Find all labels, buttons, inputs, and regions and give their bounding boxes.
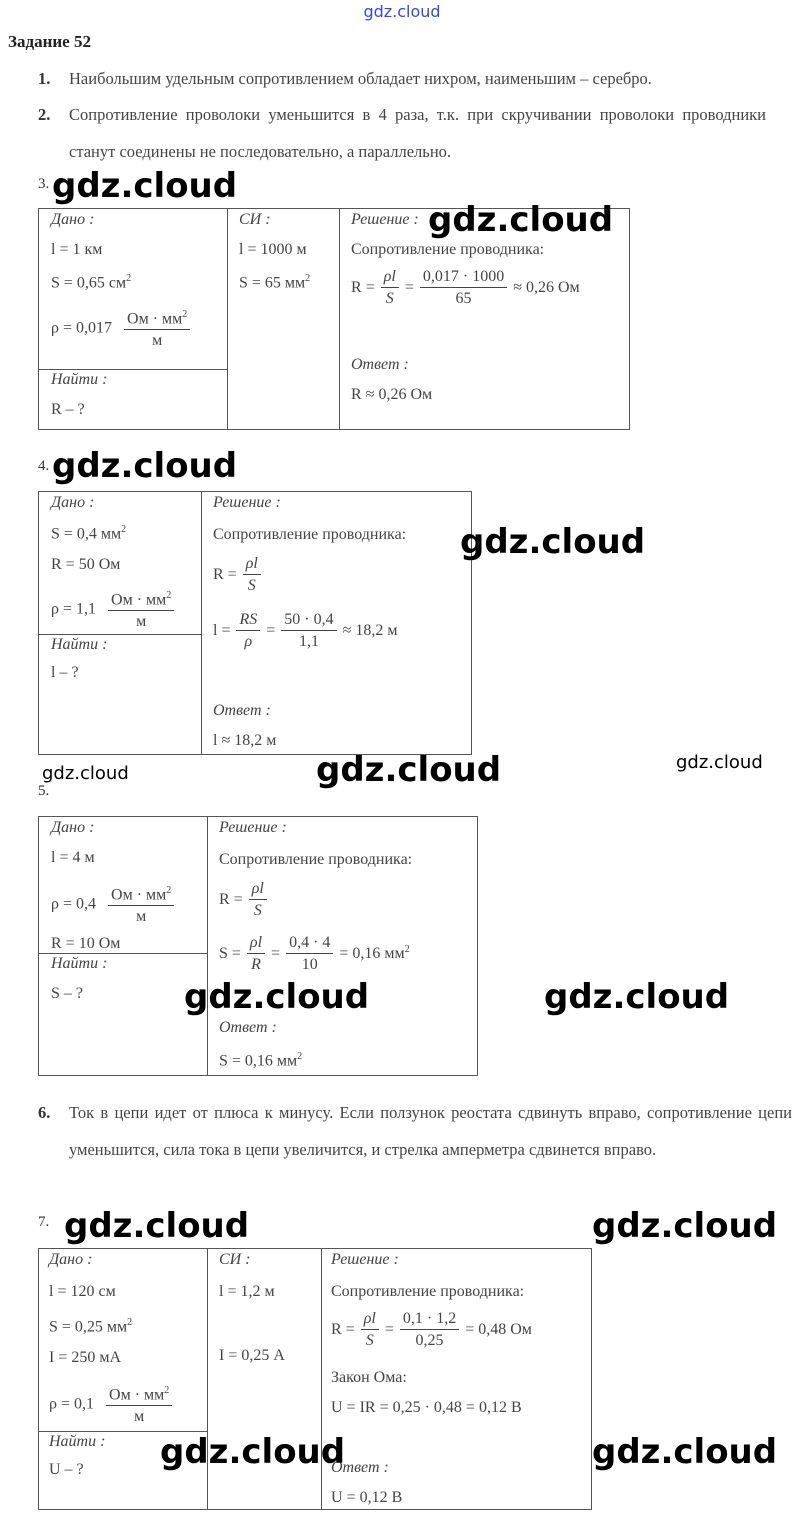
answer-value: l ≈ 18,2 м bbox=[213, 732, 277, 749]
given-resistance: R = 10 Ом bbox=[51, 935, 121, 952]
answer-label: Ответ : bbox=[213, 702, 271, 719]
given-resistivity: ρ = 0,4 $\frac{Ом \cdot мм^2}{м}$ bbox=[51, 881, 176, 928]
given-resistivity: ρ = 1,1 $\frac{Ом \cdot мм^2}{м}$ bbox=[51, 586, 176, 633]
given-current: I = 250 мА bbox=[49, 1349, 122, 1366]
si-label: СИ : bbox=[239, 211, 271, 228]
answer-2 bbox=[38, 96, 766, 170]
ohm-law-label: Закон Ома: bbox=[331, 1369, 407, 1386]
watermark: gdz.cloud bbox=[428, 200, 614, 240]
find-value: U – ? bbox=[49, 1461, 84, 1478]
given-label: Дано : bbox=[51, 819, 95, 836]
given-label: Дано : bbox=[51, 494, 95, 511]
si-current: I = 0,25 А bbox=[219, 1347, 285, 1364]
answer-1-number: 1. bbox=[38, 69, 51, 88]
watermark-small: gdz.cloud bbox=[42, 763, 129, 784]
watermark: gdz.cloud bbox=[592, 1432, 778, 1472]
answer-label: Ответ : bbox=[219, 1019, 277, 1036]
watermark: gdz.cloud bbox=[544, 977, 730, 1017]
solution-formula: R = $\frac{\rho l}{S}$ = $\frac{0,017 \cdot 1000}{65}$ ≈ 0,26 Ом bbox=[351, 268, 580, 307]
task-3-number: 3. bbox=[38, 176, 50, 192]
watermark: gdz.cloud bbox=[52, 166, 238, 206]
find-value: l – ? bbox=[51, 664, 79, 681]
answer-2-text: Сопротивление проволоки уменьшится в 4 раза, т.к. при скручивании проволоки проводники станут соединены не последовательно, а параллельно. bbox=[69, 105, 766, 161]
watermark: gdz.cloud bbox=[460, 522, 646, 562]
watermark: gdz.cloud bbox=[160, 1432, 346, 1472]
page-title: Задание 52 bbox=[8, 32, 91, 51]
si-length: l = 1,2 м bbox=[219, 1283, 275, 1300]
watermark: gdz.cloud bbox=[52, 446, 238, 486]
solution-label: Решение : bbox=[213, 494, 281, 511]
solution-text: Сопротивление проводника: bbox=[351, 241, 545, 258]
solution-label: Решение : bbox=[331, 1251, 399, 1268]
answer-value: S = 0,16 $мм^2$ bbox=[219, 1051, 303, 1070]
answer-value: U = 0,12 В bbox=[331, 1489, 403, 1506]
answer-label: Ответ : bbox=[351, 356, 409, 373]
watermark: gdz.cloud bbox=[64, 1206, 250, 1246]
task-4-table bbox=[38, 491, 472, 755]
given-resistivity: ρ = 0,017 $\frac{Ом \cdot мм^2}{м}$ bbox=[51, 305, 192, 352]
si-area: S = 65 $мм^2$ bbox=[239, 273, 311, 292]
given-area: S = 0,65 $см^2$ bbox=[51, 273, 132, 292]
answer-1-text: Наибольшим удельным сопротивлением обладает нихром, наименьшим – серебро. bbox=[69, 69, 652, 88]
watermark: gdz.cloud bbox=[316, 750, 502, 790]
watermark: gdz.cloud bbox=[592, 1206, 778, 1246]
answer-2-number: 2. bbox=[38, 105, 51, 124]
answer-6 bbox=[38, 1094, 792, 1168]
si-length: l = 1000 м bbox=[239, 241, 307, 258]
task-5-number: 5. bbox=[38, 783, 50, 799]
given-area: S = 0,4 $мм^2$ bbox=[51, 524, 127, 543]
answer-6-text: Ток в цепи идет от плюса к минусу. Если ползунок реостата сдвинуть вправо, сопротивление цепи уменьшится, сила тока в цепи увеличится, и стрелка амперметра сдвинется вправо. bbox=[69, 1103, 792, 1159]
find-value: S – ? bbox=[51, 985, 83, 1002]
solution-formula-1: R = $\frac{\rho l}{S}$ bbox=[213, 554, 263, 597]
task-5-table bbox=[38, 816, 478, 1076]
given-resistance: R = 50 Ом bbox=[51, 556, 121, 573]
si-label: СИ : bbox=[219, 1251, 251, 1268]
task-3-table bbox=[38, 208, 630, 430]
answer-label: Ответ : bbox=[331, 1459, 389, 1476]
given-length: l = 1 км bbox=[51, 241, 103, 258]
header-watermark: gdz.cloud bbox=[363, 2, 441, 21]
find-label: Найти : bbox=[49, 1433, 106, 1450]
given-length: l = 4 м bbox=[51, 849, 95, 866]
solution-formula-2: S = $\frac{\rho l}{R}$ = $\frac{0,4 \cdot 4}{10}$ = 0,16 $мм^2$ bbox=[219, 934, 410, 973]
task-7-number: 7. bbox=[38, 1214, 50, 1230]
given-area: S = 0,25 $мм^2$ bbox=[49, 1317, 133, 1336]
solution-label: Решение : bbox=[219, 819, 287, 836]
solution-text: Сопротивление проводника: bbox=[219, 851, 413, 868]
given-label: Дано : bbox=[49, 1251, 93, 1268]
watermark-small: gdz.cloud bbox=[676, 752, 763, 773]
given-label: Дано : bbox=[51, 211, 95, 228]
answer-6-number: 6. bbox=[38, 1103, 51, 1122]
task-4-number: 4. bbox=[38, 458, 50, 474]
solution-text: Сопротивление проводника: bbox=[213, 526, 407, 543]
solution-formula: R = $\frac{\rho l}{S}$ = $\frac{0,1 \cdot 1,2}{0,25}$ = 0,48 Ом bbox=[331, 1310, 532, 1349]
solution-label: Решение : bbox=[351, 211, 419, 228]
find-label: Найти : bbox=[51, 371, 108, 388]
ohm-law-formula: U = IR = 0,25 · 0,48 = 0,12 В bbox=[331, 1399, 522, 1416]
answer-value: R ≈ 0,26 Ом bbox=[351, 386, 433, 403]
given-length: l = 120 см bbox=[49, 1283, 116, 1300]
solution-formula-2: l = $\frac{RS}{\rho}$ = $\frac{50 \cdot 0,4}{1,1}$ ≈ 18,2 м bbox=[213, 611, 398, 650]
find-value: R – ? bbox=[51, 401, 85, 418]
find-label: Найти : bbox=[51, 955, 108, 972]
find-label: Найти : bbox=[51, 636, 108, 653]
solution-formula-1: R = $\frac{\rho l}{S}$ bbox=[219, 879, 269, 922]
watermark: gdz.cloud bbox=[184, 977, 370, 1017]
given-resistivity: ρ = 0,1 $\frac{Ом \cdot мм^2}{м}$ bbox=[49, 1381, 174, 1428]
answer-1 bbox=[38, 60, 790, 97]
solution-text: Сопротивление проводника: bbox=[331, 1283, 525, 1300]
